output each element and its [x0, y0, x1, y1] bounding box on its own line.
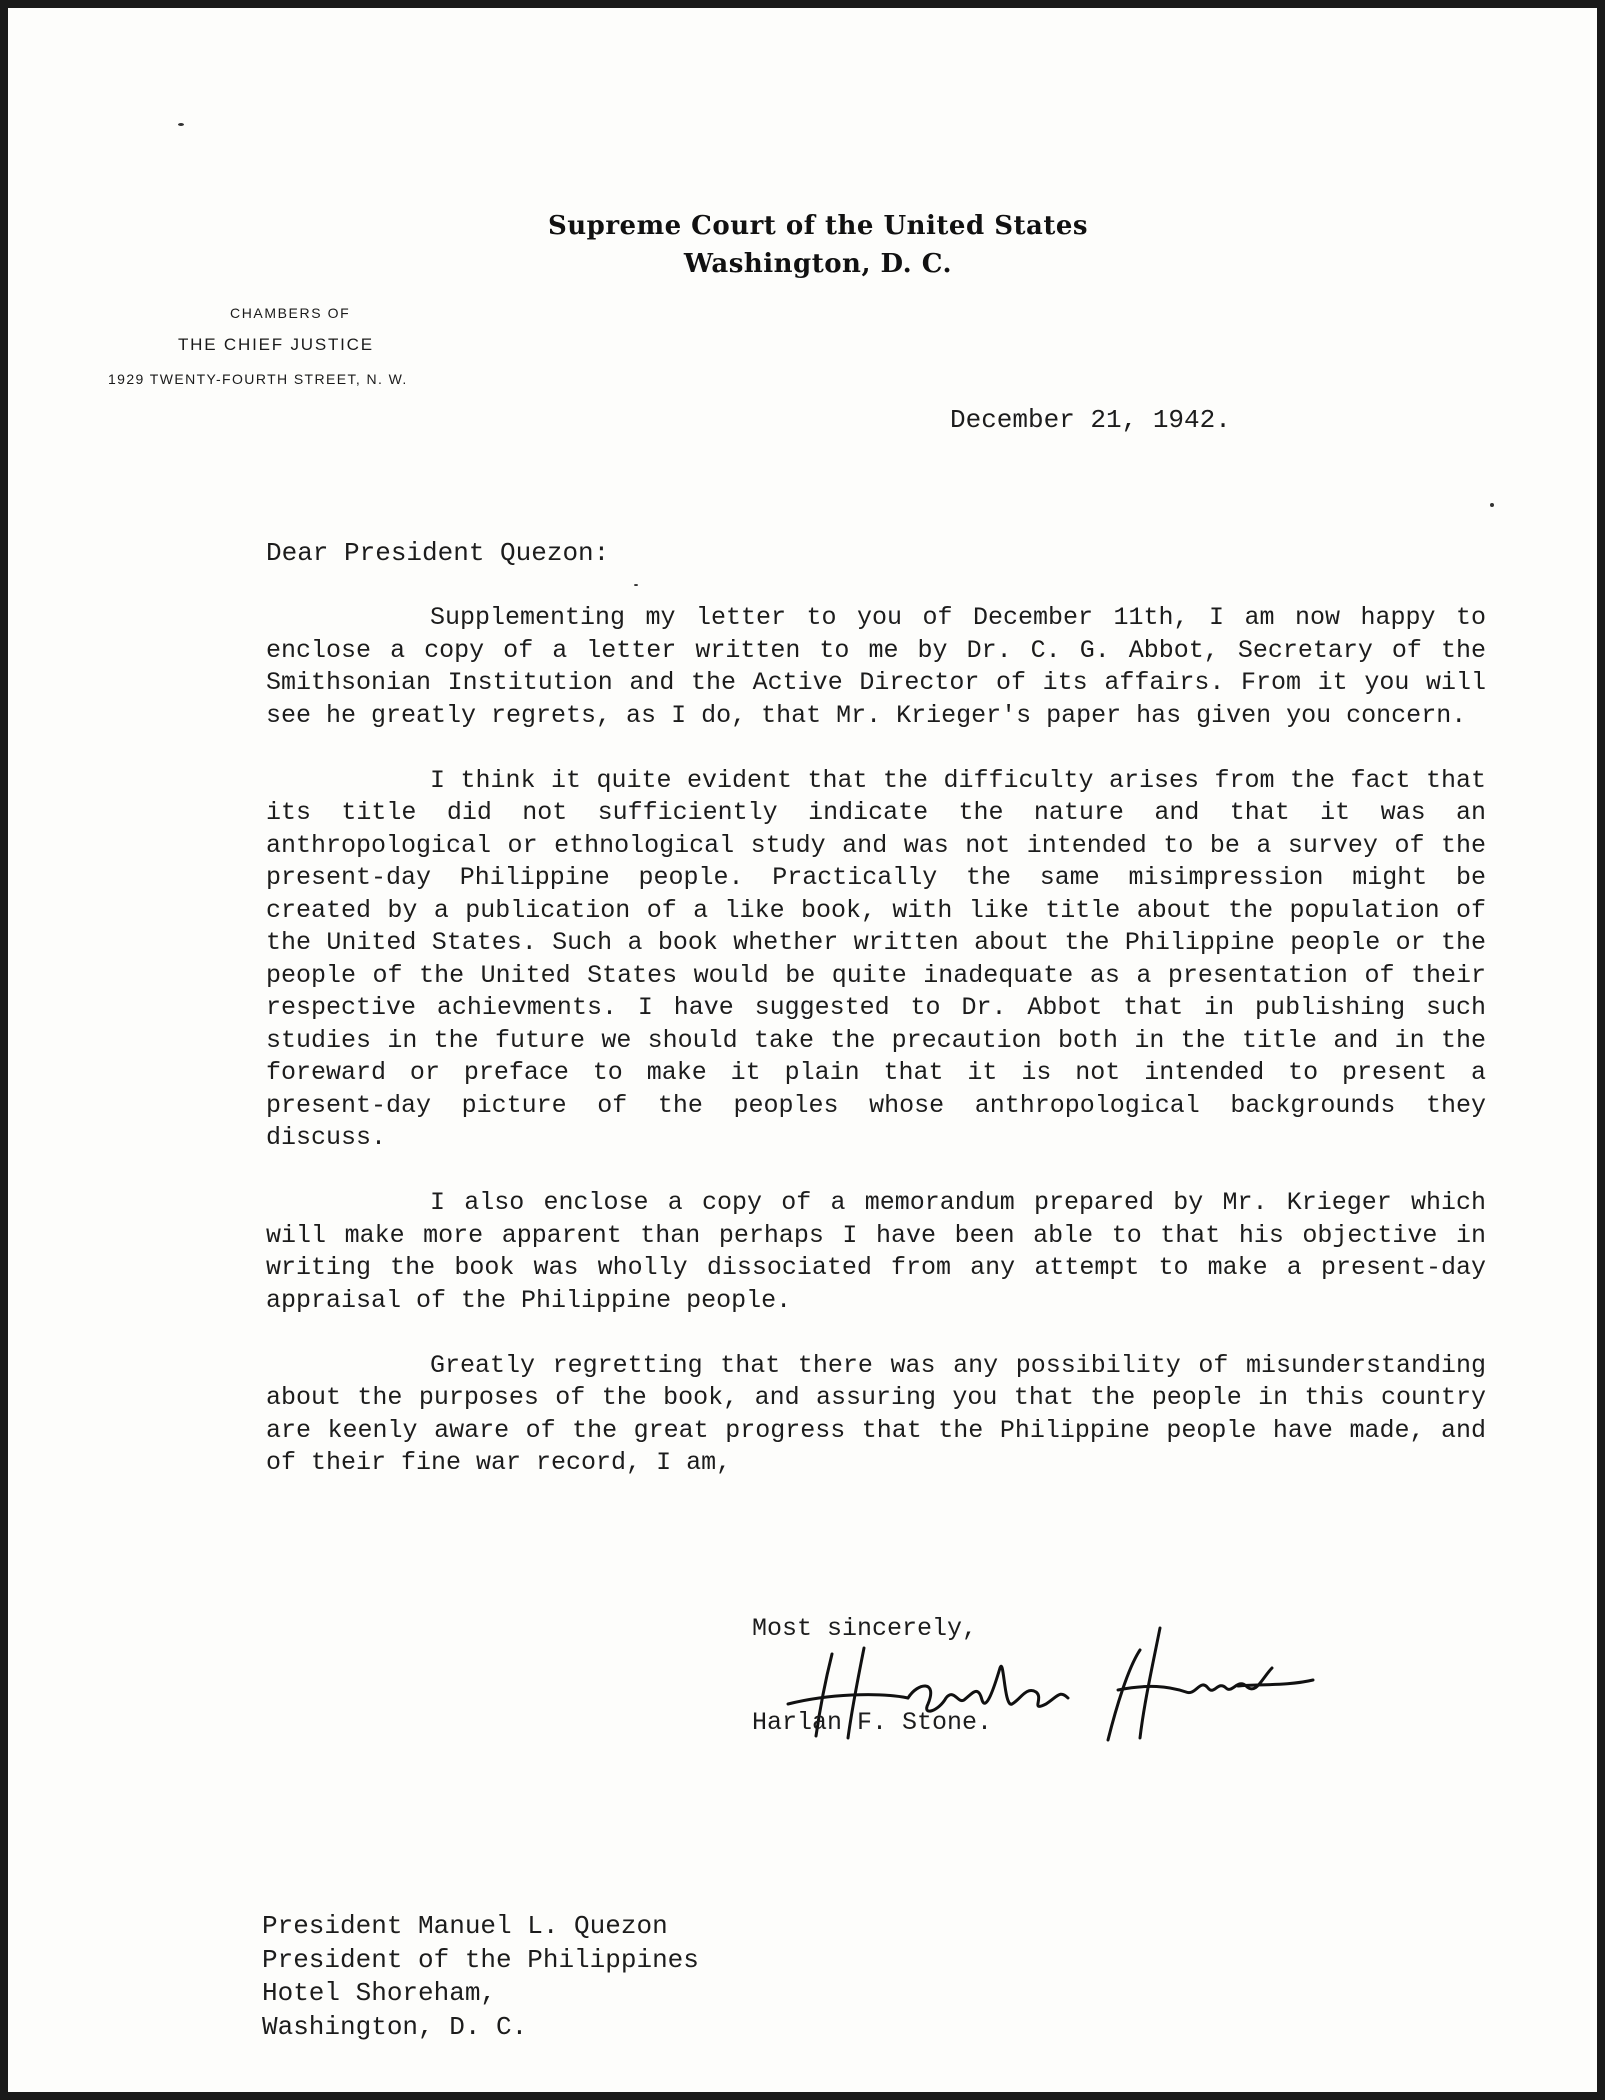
- letter-body: [266, 602, 1486, 1512]
- paper-speck: [1490, 503, 1494, 507]
- paper-speck: [178, 123, 184, 126]
- chambers-line-2: THE CHIEF JUSTICE: [178, 335, 374, 354]
- address-line-3: Hotel Shoreham,: [262, 1978, 497, 2008]
- paragraph-2: I think it quite evident that the difficulty arises from the fact that its title did not sufficiently indicate the nature and that it was an anthropological or ethnological study and was not intended to be a survey of the present-day Philippine people. Practically the same misimpression might be created by a publication of a like book, with like title about the population of the United States. Such a book whether written about the Philippine people or the people of the United States would be quite inadequate as a presentation of their respective achievments. I have suggested to Dr. Abbot that in publishing such studies in the future we should take the precaution both in the title and in the foreward or preface to make it plain that it is not intended to present a present-day picture of the peoples whose anthropological backgrounds they discuss.: [266, 765, 1486, 1152]
- address-line-1: President Manuel L. Quezon: [262, 1911, 668, 1941]
- closing: Most sincerely,: [752, 1614, 978, 1643]
- letterhead-city: Washington, D. C.: [683, 249, 953, 279]
- paragraph-1: Supplementing my letter to you of December 11th, I am now happy to enclose a copy of a letter written to me by Dr. C. G. Abbot, Secretary of the Smithsonian Institution and the Active Director of its affairs. From it you will see he greatly regrets, as I do, that Mr. Krieger's paper has given you concern.: [266, 603, 1486, 730]
- letter-date: December 21, 1942.: [950, 405, 1231, 435]
- address-line-2: President of the Philippines: [262, 1944, 699, 1975]
- signer-name: Harlan F. Stone.: [752, 1708, 993, 1737]
- paragraph-3: I also enclose a copy of a memorandum prepared by Mr. Krieger which will make more apparent than perhaps I have been able to that his objective in writing the book was wholly dissociated from any attempt to make a present-day appraisal of the Philippine people.: [266, 1188, 1486, 1315]
- letter-page: [8, 8, 1597, 2092]
- letterhead-court: Supreme Court of the United States: [547, 211, 1089, 241]
- paper-speck: [634, 584, 638, 586]
- chambers-block: [108, 305, 508, 387]
- paragraph-4: Greatly regretting that there was any possibility of misunderstanding about the purposes of the book, and assuring you that the people in this country are keenly aware of the great progress that the Philippine people have made, and of their fine war record, I am,: [266, 1350, 1486, 1477]
- recipient-address: [262, 1910, 699, 2044]
- salutation: Dear President Quezon:: [266, 538, 610, 568]
- chambers-line-1: CHAMBERS OF: [230, 305, 351, 321]
- address-line-4: Washington, D. C.: [262, 2011, 528, 2042]
- chambers-address: 1929 TWENTY-FOURTH STREET, N. W.: [108, 371, 408, 387]
- letterhead: [508, 211, 1128, 279]
